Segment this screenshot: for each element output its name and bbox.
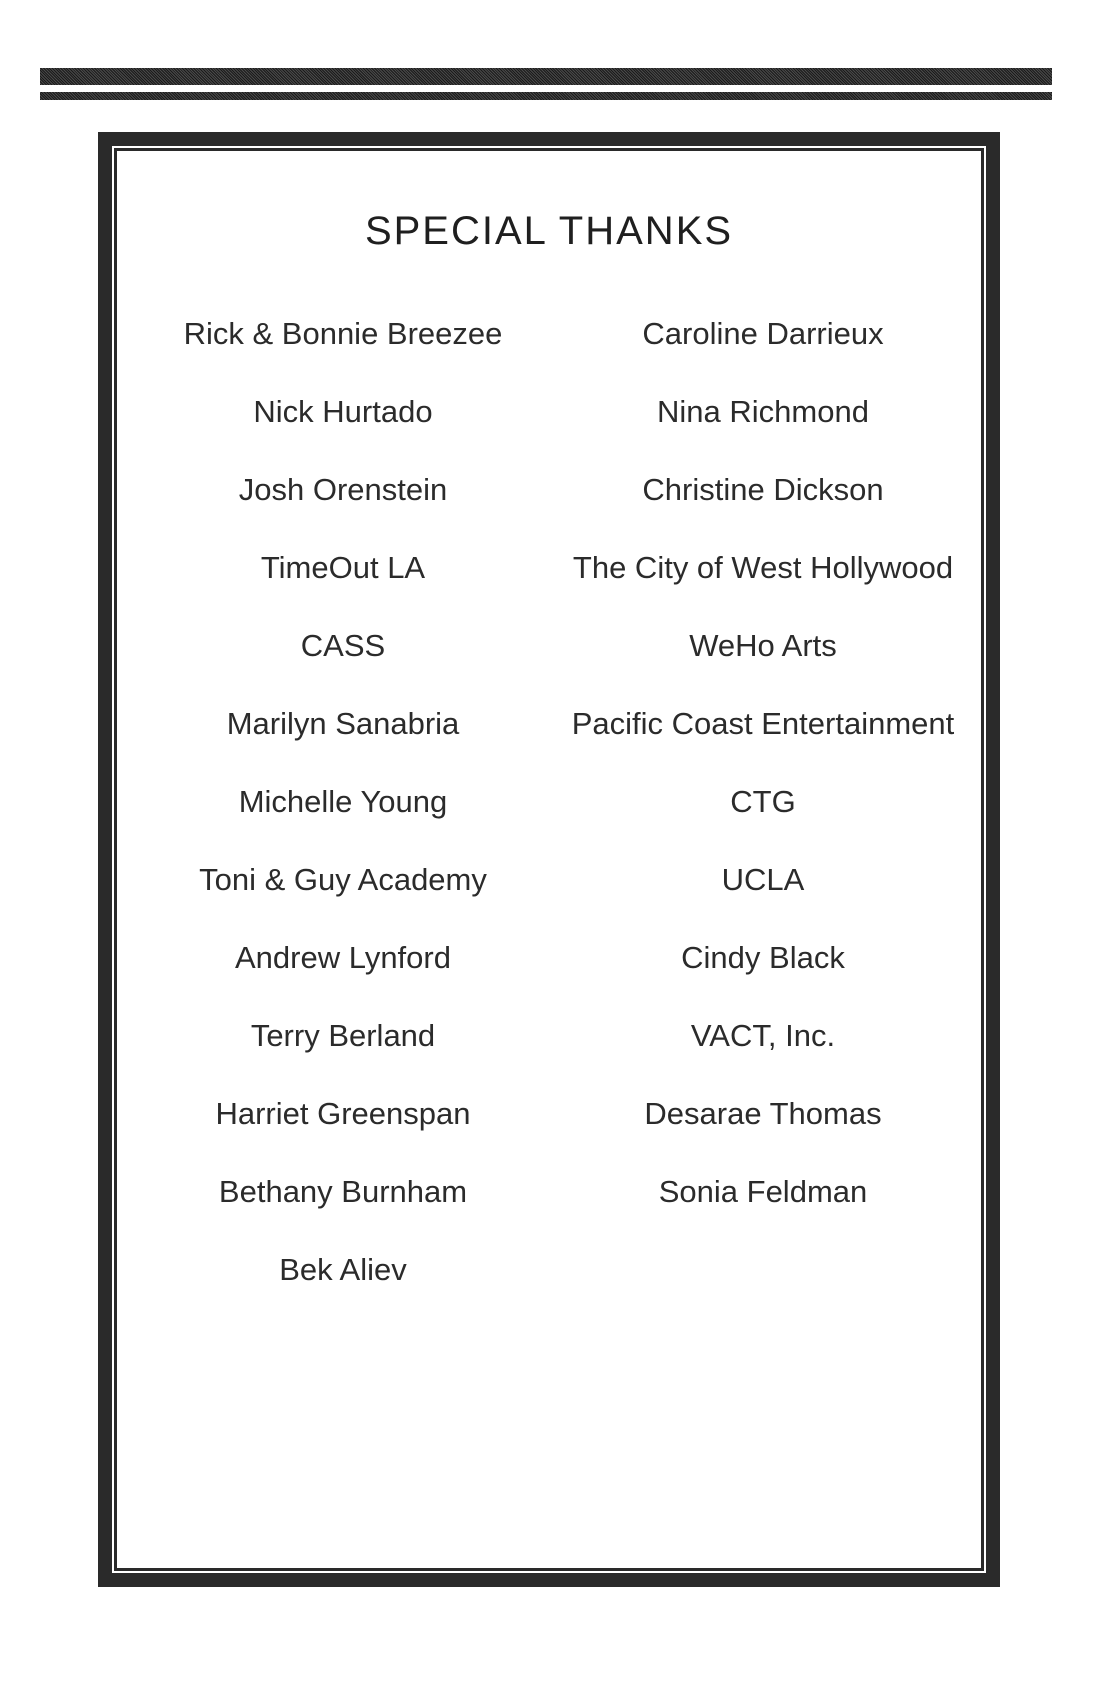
thanks-name: Rick & Bonnie Breezee	[183, 316, 503, 351]
top-rule-thin	[40, 92, 1052, 100]
thanks-list-right	[543, 316, 983, 1257]
thanks-name: Michelle Young	[238, 784, 448, 819]
thanks-name: Pacific Coast Entertainment	[571, 706, 955, 741]
thanks-name: Sonia Feldman	[658, 1174, 868, 1209]
thanks-name: Caroline Darrieux	[642, 316, 884, 351]
thanks-list-left	[123, 316, 563, 1335]
thanks-name: Desarae Thomas	[644, 1096, 882, 1131]
top-rule-thick	[40, 68, 1052, 85]
thanks-name: The City of West Hollywood	[572, 550, 954, 585]
thanks-name: Bek Aliev	[279, 1252, 407, 1287]
thanks-name: CASS	[300, 628, 386, 663]
thanks-name: Nick Hurtado	[253, 394, 433, 429]
thanks-name: TimeOut LA	[260, 550, 426, 585]
thanks-name: Terry Berland	[250, 1018, 436, 1053]
thanks-name: Harriet Greenspan	[215, 1096, 471, 1131]
thanks-name: VACT, Inc.	[690, 1018, 836, 1053]
thanks-name: UCLA	[721, 862, 805, 897]
thanks-name: Cindy Black	[681, 940, 845, 975]
thanks-name: Andrew Lynford	[235, 940, 451, 975]
thanks-name: Christine Dickson	[642, 472, 884, 507]
thanks-name: CTG	[730, 784, 796, 819]
thanks-name: Marilyn Sanabria	[226, 706, 460, 741]
thanks-name: Nina Richmond	[657, 394, 869, 429]
thanks-name: Toni & Guy Academy	[199, 862, 487, 897]
page-title: SPECIAL THANKS	[364, 209, 734, 253]
thanks-name: Bethany Burnham	[218, 1174, 468, 1209]
thanks-name: WeHo Arts	[689, 628, 837, 663]
thanks-frame	[98, 132, 1000, 1587]
thanks-frame-inner	[114, 148, 984, 1571]
thanks-name: Josh Orenstein	[238, 472, 448, 507]
